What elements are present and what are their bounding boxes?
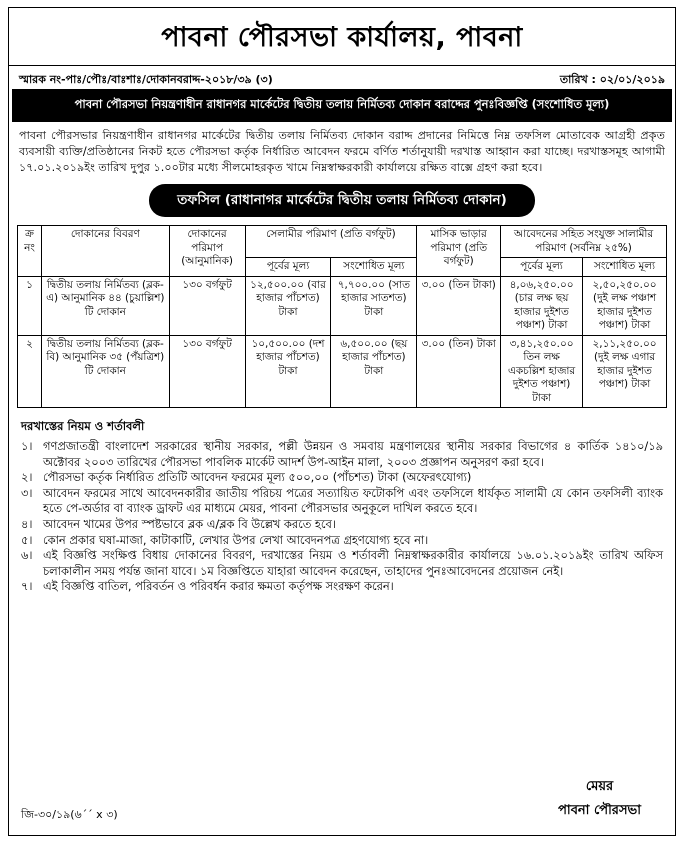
memo-line: [9, 65, 675, 89]
list-item: [21, 579, 663, 595]
signature-org: পাবনা পৌরসভা: [558, 803, 641, 818]
page-title: পাবনা পৌরসভা কার্যালয়, পাবনা: [161, 22, 523, 53]
cell-salami-revised: ৬,৫০০.০০ (ছয় হাজার পাঁচশত) টাকা: [331, 335, 417, 408]
header-salami-revised: সংশোধিত মূল্য: [331, 258, 417, 277]
memo-date: তারিখ : ০২/০১/২০১৯: [559, 73, 665, 86]
header-salami-prev: পূর্বের মূল্য: [245, 258, 331, 277]
term-number: ২।: [21, 470, 33, 485]
terms-heading: দরখাস্তের নিয়ম ও শর্তাবলী: [21, 419, 145, 433]
term-number: ৬।: [21, 548, 33, 563]
term-number: ৪।: [21, 516, 33, 531]
header-serial: ক্র নং: [18, 226, 42, 277]
footer-code: জি-৩০/১৯(৬´´ x ৩): [21, 808, 118, 821]
term-text: এই বিজ্ঞপ্তি সংক্ষিপ্ত বিধায় দোকানের বিবরণ, দরখাস্তের নিয়ম ও শর্তাবলী নিম্নস্বাক্ষরকারীর কার্যালয়ে ১৬.০১.২০১৯ইং তারিখ অফিস চলাকালীন সময় পর্যন্ত জানা যাবে। ১ম বিজ্ঞপ্তিতে যাহারা আবেদন করেছেন, তাহাদের পুনঃআবেদনের প্রয়োজন নেই।: [43, 548, 663, 578]
memo-number: স্মারক নং-পাঃ/পৌঃ/বাঃশাঃ/দোকানবরাদ্দ-২০১৮/৩৯ (৩): [19, 73, 273, 86]
notice-headline: পাবনা পৌরসভা নিয়ন্ত্রণাধীন রাধানগর মার্কেটের দ্বিতীয় তলায় নির্মিতব্য দোকান বরাদ্দের পুনঃবিজ্ঞপ্তি (সংশোধিত মূল্য): [12, 89, 672, 122]
term-text: পৌরসভা কর্তৃক নির্ধারিত প্রতিটি আবেদন ফরমের মূল্য ৫০০,০০ (পাঁচশত) টাকা (অফেরৎযোগ্য): [43, 470, 472, 485]
header-rent: মাসিক ভাড়ার পরিমাণ (প্রতি বর্গফুট): [417, 226, 501, 277]
cell-deposit-prev: ৩,৪১,২৫০.০০ তিন লক্ষ একচল্লিশ হাজার দুইশত পঞ্চাশ) টাকা: [501, 335, 583, 408]
header-salami: সেলামীর পরিমাণ (প্রতি বর্গফুট): [245, 226, 417, 258]
schedule-table: [17, 225, 667, 408]
header-deposit-revised: সংশোধিত মূল্য: [583, 258, 667, 277]
cell-area: ১৩০ বর্গফুট: [169, 276, 245, 335]
table-row: [18, 335, 667, 408]
signature-role: মেয়র: [585, 779, 614, 794]
term-number: ৭।: [21, 579, 33, 594]
cell-serial: ১: [18, 276, 42, 335]
cell-rent: ৩.০০ (তিন টাকা): [417, 276, 501, 335]
term-text: গণপ্রজাতন্ত্রী বাংলাদেশ সরকারের স্থানীয় সরকার, পল্লী উন্নয়ন ও সমবায় মন্ত্রণালয়ের স্থানীয় সরকার বিভাগের ৪ কার্তিক ১৪১০/১৯ অক্টোবর ২০০৩ তারিখের পৌরসভা পাবলিক মার্কেট আদর্শ উপ-আইন মালা, ২০০৩ প্রজ্ঞাপন অনুসরণ করা হবে।: [43, 439, 663, 469]
list-item: [21, 533, 663, 549]
term-text: আবেদন খামের উপর স্পষ্টভাবে ব্লক এ/ব্লক বি উল্লেখ করতে হবে।: [43, 516, 336, 531]
cell-salami-prev: ১২,৫০০.০০ (বার হাজার পাঁচশত) টাকা: [245, 276, 331, 335]
term-number: ৫।: [21, 532, 33, 547]
cell-deposit-revised: ২,১১,২৫০.০০ (দুই লক্ষ এগার হাজার দুইশত পঞ্চাশ) টাকা: [583, 335, 667, 408]
cell-deposit-prev: ৪,০৬,২৫০.০০ (চার লক্ষ ছয় হাজার দুইশত পঞ্চাশ) টাকা: [501, 276, 583, 335]
header-deposit: আবেদনের সহিত সংযুক্ত সালামীর পরিমাণ (সর্বনিম্ন ২৫%): [501, 226, 667, 258]
intro-paragraph: পাবনা পৌরসভার নিয়ন্ত্রণাধীন রাধানগর মার্কেটের দ্বিতীয় তলায় নির্মিতব্য দোকান বরাদ্দ প্রদানের নিমিত্তে নিম্ন তফসিল মোতাবেক আগ্রহী প্রকৃত ব্যবসায়ী ব্যক্তি/প্রতিষ্ঠানের নিকট হতে পৌরসভা কর্তৃক নির্ধারিত আবেদন ফরমে বর্ণিত শর্তানুযায়ী দরখাস্ত আহ্বান করা যাচ্ছে। দরখাস্তসমূহ আগামী ১৭.০১.২০১৯ইং তারিখ দুপুর ১.০০টার মধ্যে সীলমোহরকৃত খামে নিম্নস্বাক্ষরকারী কার্যালয়ে রক্ষিত বাক্সে গ্রহণ করা হবে।: [19, 129, 665, 174]
cell-area: ১৩০ বর্গফুট: [169, 335, 245, 408]
terms-list: [9, 439, 675, 595]
term-number: ৩।: [21, 485, 33, 500]
term-text: কোন প্রকার ঘষা-মাজা, কাটাকাটি, লেখার উপর লেখা আবেদনপত্র গ্রহণযোগ্য হবে না।: [43, 532, 429, 547]
term-text: আবেদন ফরমের সাথে আবেদনকারীর জাতীয় পরিচয় পত্রের সত্যায়িত ফটোকপি এবং তফসিলে ধার্যকৃত সালামী যে কোন তফসিলী ব্যাংক হতে পে-অর্ডার বা ব্যাংক ড্রাফট এর মাধ্যমে মেয়র, পাবনা পৌরসভার অনুকূলে দাখিল করতে হবে।: [43, 485, 663, 516]
cell-description: দ্বিতীয় তলায় নির্মিতব্য (ব্লক-এ) আনুমানিক ৪৪ (চুয়াল্লিশ) টি দোকান: [41, 276, 169, 335]
table-row: [18, 276, 667, 335]
header-description: দোকানের বিবরণ: [41, 226, 169, 277]
notice-page: [8, 7, 676, 836]
header-deposit-prev: পূর্বের মূল্য: [501, 258, 583, 277]
schedule-title: তফসিল (রাধানাগর মার্কেটের দ্বিতীয় তলায় নির্মিতব্য দোকান): [149, 184, 535, 217]
signature-block: [558, 775, 641, 823]
list-item: [21, 470, 663, 486]
cell-rent: ৩.০০ (তিন) টাকা: [417, 335, 501, 408]
cell-salami-revised: ৭,৭০০.০০ (সাত হাজার সাতশত) টাকা: [331, 276, 417, 335]
term-text: এই বিজ্ঞপ্তি বাতিল, পরিবর্তন ও পরিবর্ধন করার ক্ষমতা কর্তৃপক্ষ সংরক্ষণ করেন।: [43, 579, 394, 594]
term-number: ১।: [21, 439, 33, 453]
list-item: [21, 486, 663, 517]
schedule-banner-wrap: [9, 184, 675, 217]
list-item: [21, 517, 663, 533]
list-item: [21, 439, 663, 470]
cell-description: দ্বিতীয় তলায় নির্মিতব্য (ব্লক-বি) আনুমানিক ৩৫ (পঁয়ত্রিশ) টি দোকান: [41, 335, 169, 408]
table-header-row: [18, 226, 667, 258]
cell-deposit-revised: ২,৫০,২৫০.০০ (দুই লক্ষ পঞ্চাশ হাজার দুইশত পঞ্চাশ) টাকা: [583, 276, 667, 335]
list-item: [21, 548, 663, 579]
cell-salami-prev: ১০,৫০০.০০ (দশ হাজার পাঁচশত) টাকা: [245, 335, 331, 408]
cell-serial: ২: [18, 335, 42, 408]
header-area: দোকানের পরিমাপ (আনুমানিক): [169, 226, 245, 277]
